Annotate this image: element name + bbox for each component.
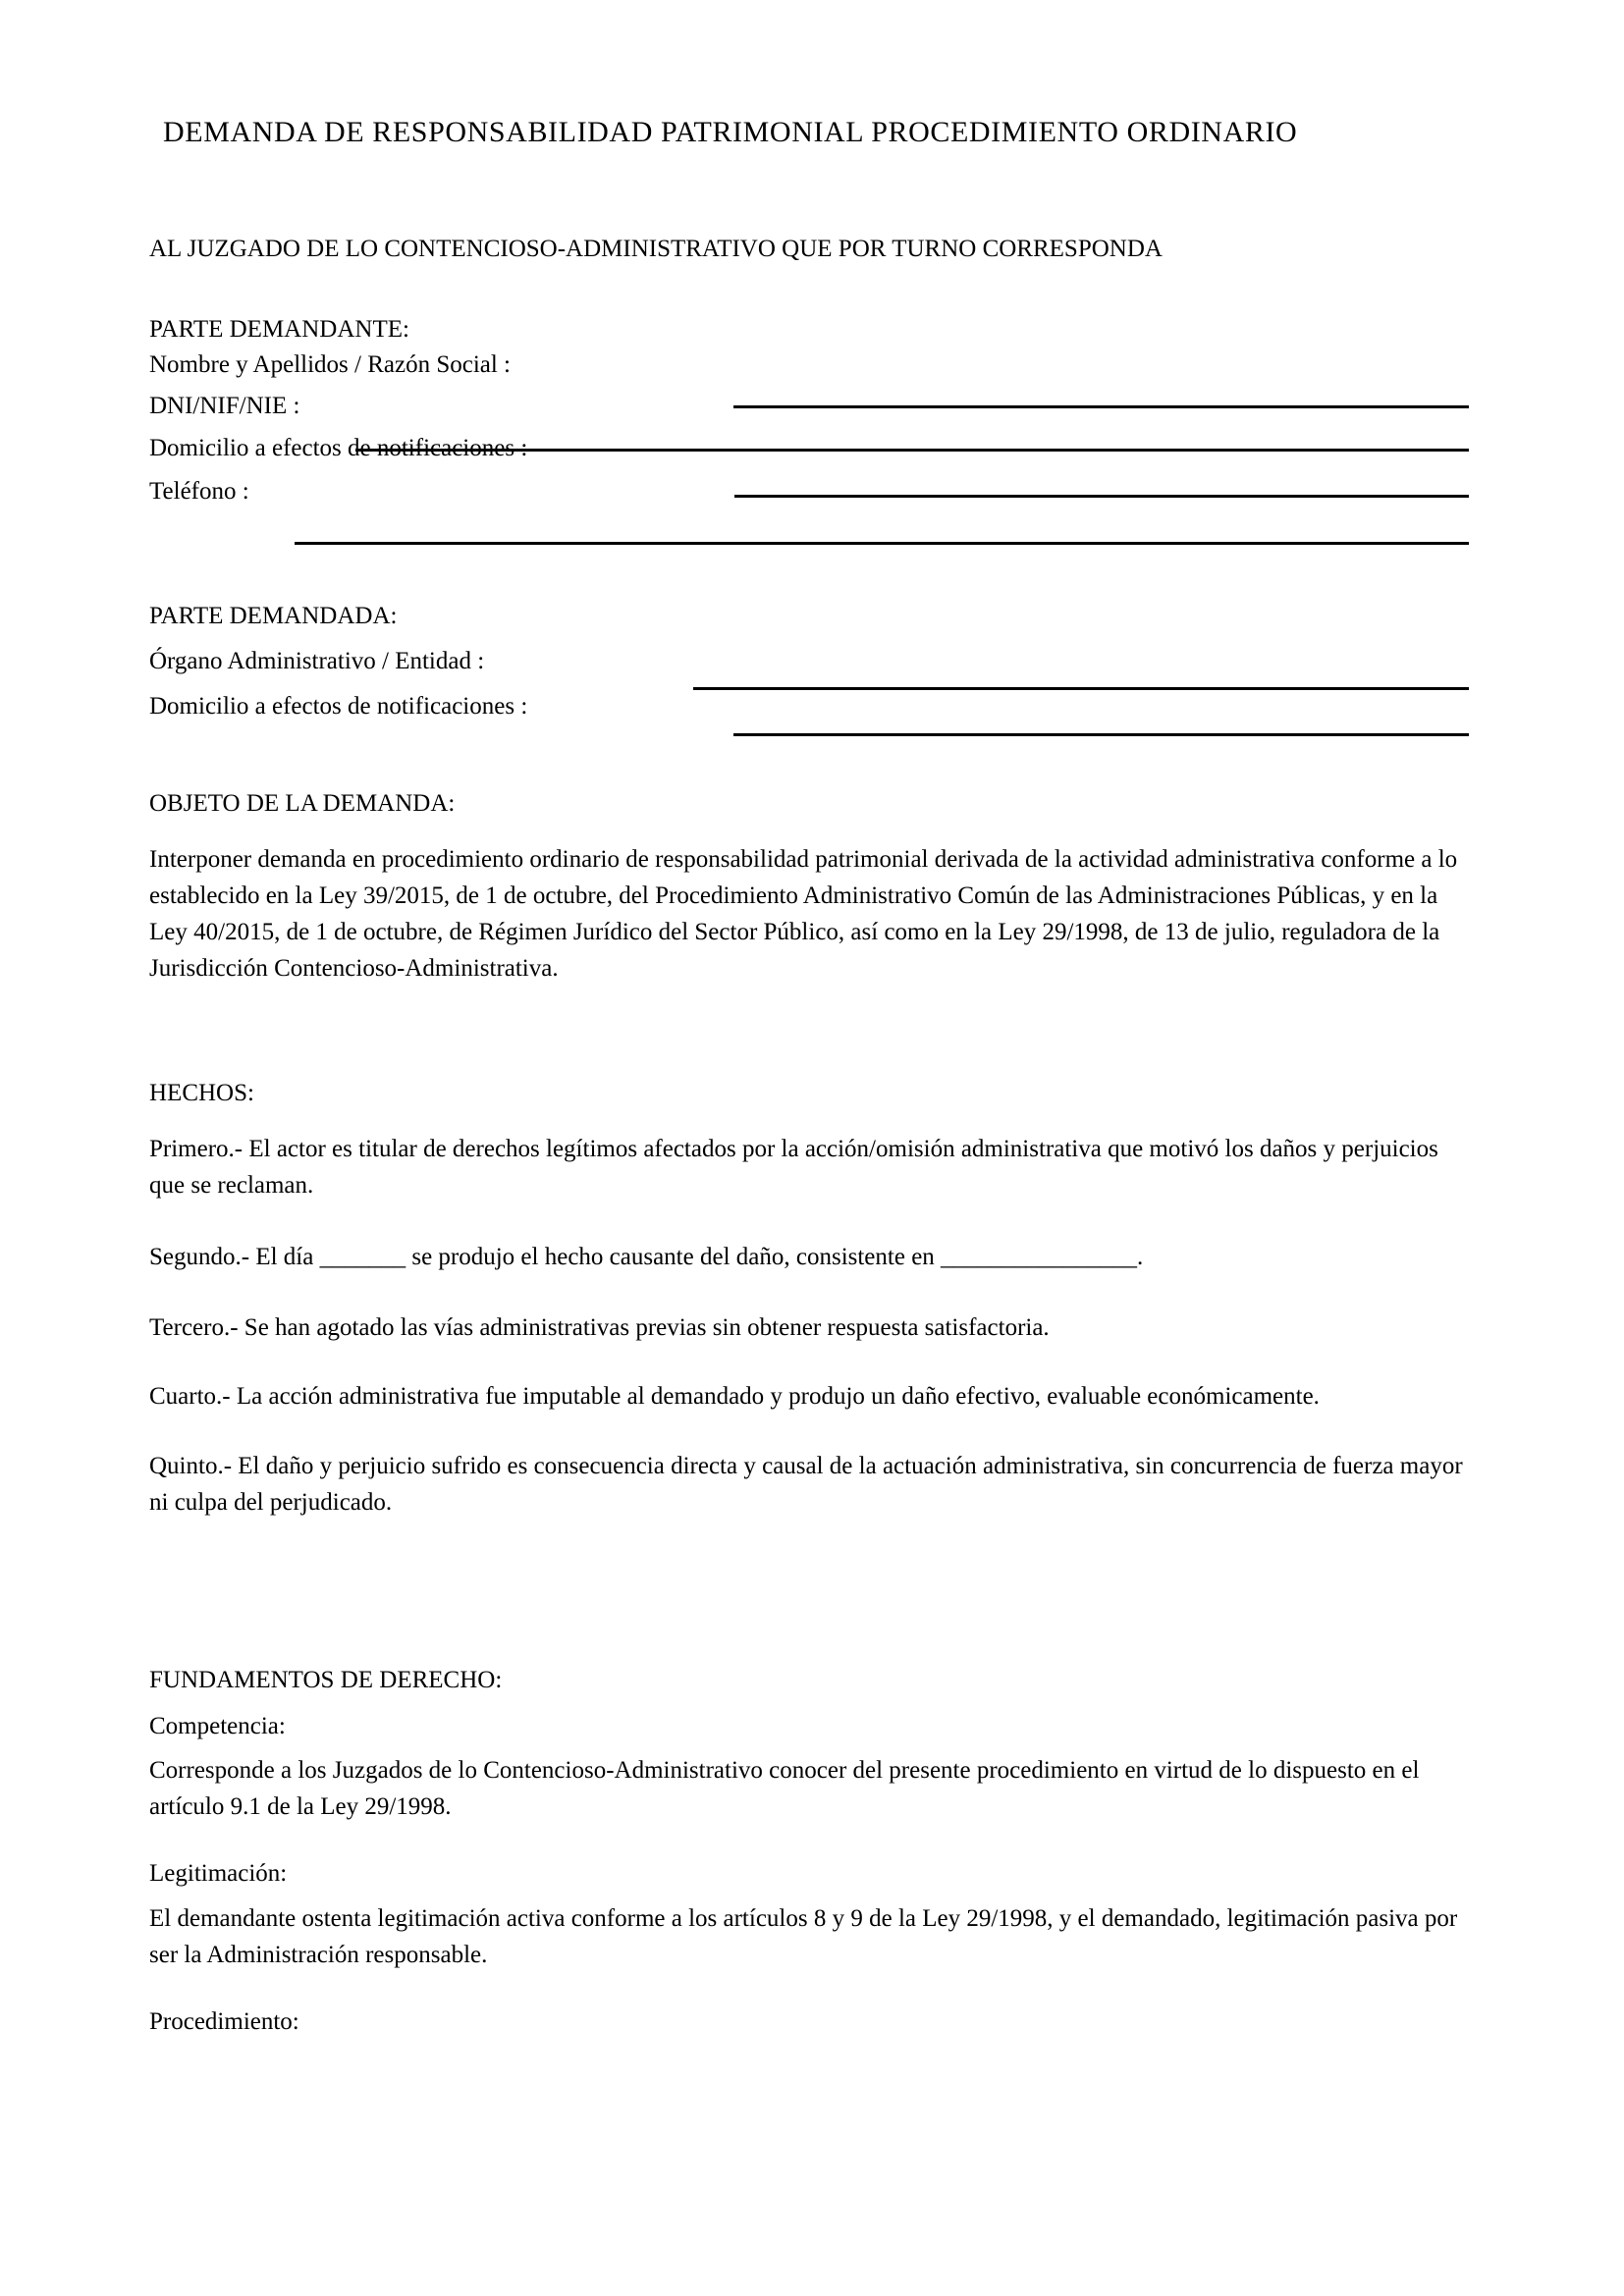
hechos-item-quinto: Quinto.- El daño y perjuicio sufrido es consecuencia directa y causal de la actuación administrativa, sin concurrencia de fuerza mayor ni culpa del perjudicado.	[149, 1453, 1463, 1516]
section-heading-objeto: OBJETO DE LA DEMANDA:	[149, 790, 456, 817]
competencia-body: Corresponde a los Juzgados de lo Contencioso-Administrativo conocer del presente procedimiento en virtud de lo dispuesto en el artículo 9.1 de la Ley 29/1998.	[149, 1757, 1420, 1820]
subheading-legitimacion: Legitimación:	[149, 1860, 288, 1887]
field-input-domicilio-demandante[interactable]	[734, 495, 1469, 498]
field-input-telefono[interactable]	[295, 542, 1469, 545]
hechos-item-segundo: Segundo.- El día _______ se produjo el hecho causante del daño, consistente en ________________.	[149, 1244, 1144, 1270]
field-label-nombre-apellidos: Nombre y Apellidos / Razón Social :	[149, 351, 512, 378]
section-heading-fundamentos: FUNDAMENTOS DE DERECHO:	[149, 1667, 503, 1693]
objeto-body: Interponer demanda en procedimiento ordinario de responsabilidad patrimonial derivada de la actividad administrativa conforme a lo establecido en la Ley 39/2015, de 1 de octubre, del Procedimiento Administrativo Común de las Administraciones Públicas, y en la Ley 40/2015, de 1 de octubre, de Régimen Jurídico del Sector Público, así como en la Ley 29/1998, de 13 de julio, reguladora de la Jurisdicción Contencioso-Administrativa.	[149, 846, 1458, 982]
subheading-competencia: Competencia:	[149, 1713, 286, 1739]
field-label-telefono: Teléfono :	[149, 478, 249, 505]
field-label-domicilio-demandante: Domicilio a efectos de notificaciones :	[149, 435, 528, 461]
page-title: DEMANDA DE RESPONSABILIDAD PATRIMONIAL PROCEDIMIENTO ORDINARIO	[163, 116, 1298, 148]
section-heading-parte-demandante: PARTE DEMANDANTE:	[149, 316, 409, 343]
legitimacion-body: El demandante ostenta legitimación activa conforme a los artículos 8 y 9 de la Ley 29/1998, y el demandado, legitimación pasiva por ser la Administración responsable.	[149, 1905, 1458, 1968]
field-label-domicilio-demandada: Domicilio a efectos de notificaciones :	[149, 693, 528, 720]
subheading-procedimiento: Procedimiento:	[149, 2008, 299, 2035]
addressee-line: AL JUZGADO DE LO CONTENCIOSO-ADMINISTRATIVO QUE POR TURNO CORRESPONDA	[149, 236, 1163, 262]
field-input-organo-administrativo[interactable]	[693, 687, 1469, 690]
field-input-nombre-apellidos[interactable]	[733, 405, 1469, 408]
hechos-item-tercero: Tercero.- Se han agotado las vías administrativas previas sin obtener respuesta satisfactoria.	[149, 1314, 1050, 1341]
field-input-domicilio-demandada[interactable]	[733, 733, 1469, 736]
section-heading-parte-demandada: PARTE DEMANDADA:	[149, 603, 398, 629]
hechos-item-primero: Primero.- El actor es titular de derechos legítimos afectados por la acción/omisión administrativa que motivó los daños y perjuicios que se reclaman.	[149, 1136, 1438, 1199]
field-label-dni-nif-nie: DNI/NIF/NIE :	[149, 393, 300, 419]
hechos-item-cuarto: Cuarto.- La acción administrativa fue imputable al demandado y produjo un daño efectivo, evaluable económicamente.	[149, 1383, 1320, 1410]
section-heading-hechos: HECHOS:	[149, 1080, 254, 1106]
field-label-organo-administrativo: Órgano Administrativo / Entidad :	[149, 648, 485, 674]
